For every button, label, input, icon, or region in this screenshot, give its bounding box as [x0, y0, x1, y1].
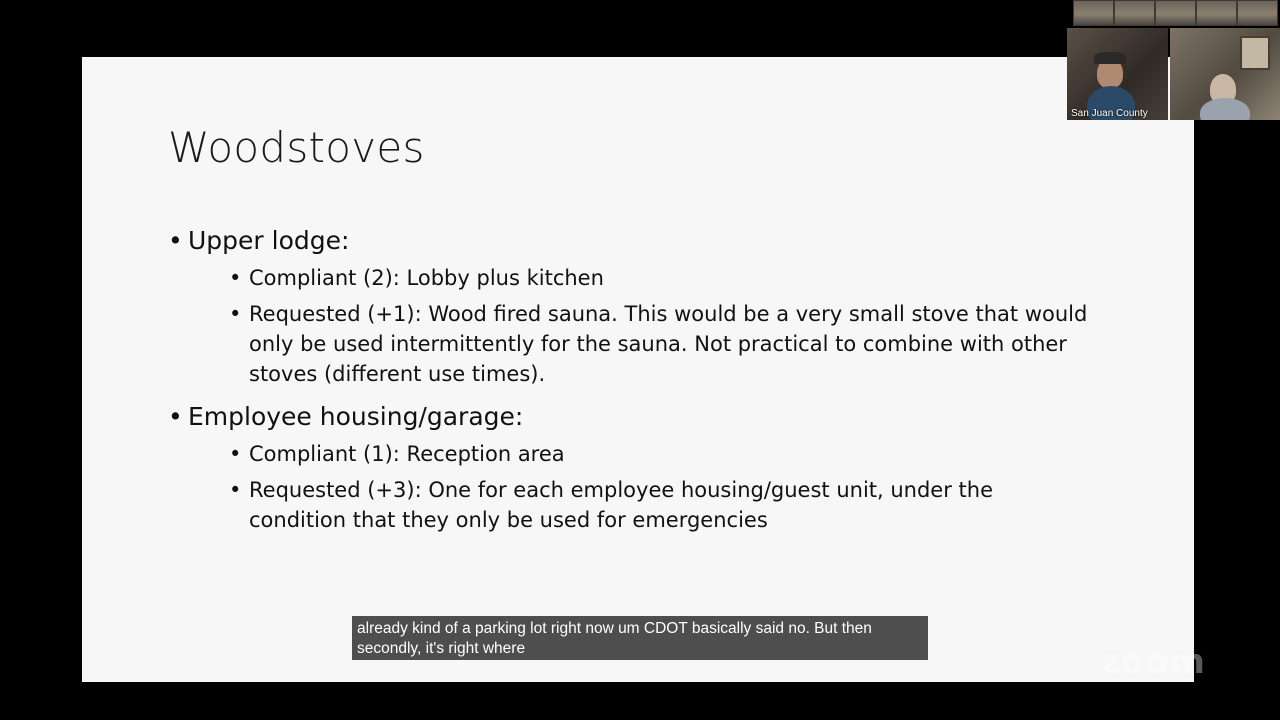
zoom-watermark: zoom	[1100, 642, 1206, 682]
presentation-slide	[82, 57, 1194, 682]
participant-video-tile[interactable]	[1170, 28, 1280, 120]
video-thumbnail[interactable]	[1115, 1, 1154, 25]
cap-shape	[1094, 52, 1126, 64]
participant-name: San Juan County	[1071, 108, 1148, 119]
gallery-strip[interactable]	[1073, 0, 1278, 26]
slide-bullets	[168, 225, 1088, 535]
video-thumbnail[interactable]	[1197, 1, 1236, 25]
slide-title: Woodstoves	[168, 123, 425, 172]
sub-bullet: • Requested (+1): Wood fired sauna. This would be a very small stove that would only be used intermittently for the sauna. Not practical to combine with other stoves (different use times).	[229, 299, 1088, 389]
participant-body	[1200, 98, 1250, 120]
video-thumbnail[interactable]	[1074, 1, 1113, 25]
bullet-employee-housing: • Employee housing/garage:	[168, 401, 1088, 433]
bullet-upper-lodge: • Upper lodge:	[168, 225, 1088, 257]
wall-frame	[1240, 36, 1270, 70]
sub-bullet: • Compliant (2): Lobby plus kitchen	[229, 263, 1088, 293]
video-thumbnail[interactable]	[1156, 1, 1195, 25]
closed-captions: already kind of a parking lot right now um CDOT basically said no. But then secondly, it's right where	[352, 616, 928, 660]
video-thumbnail[interactable]	[1238, 1, 1277, 25]
sub-bullet: • Requested (+3): One for each employee housing/guest unit, under the condition that they only be used for emergencies	[229, 475, 1088, 535]
sub-bullet: • Compliant (1): Reception area	[229, 439, 1088, 469]
participant-video-tile[interactable]	[1067, 28, 1168, 120]
